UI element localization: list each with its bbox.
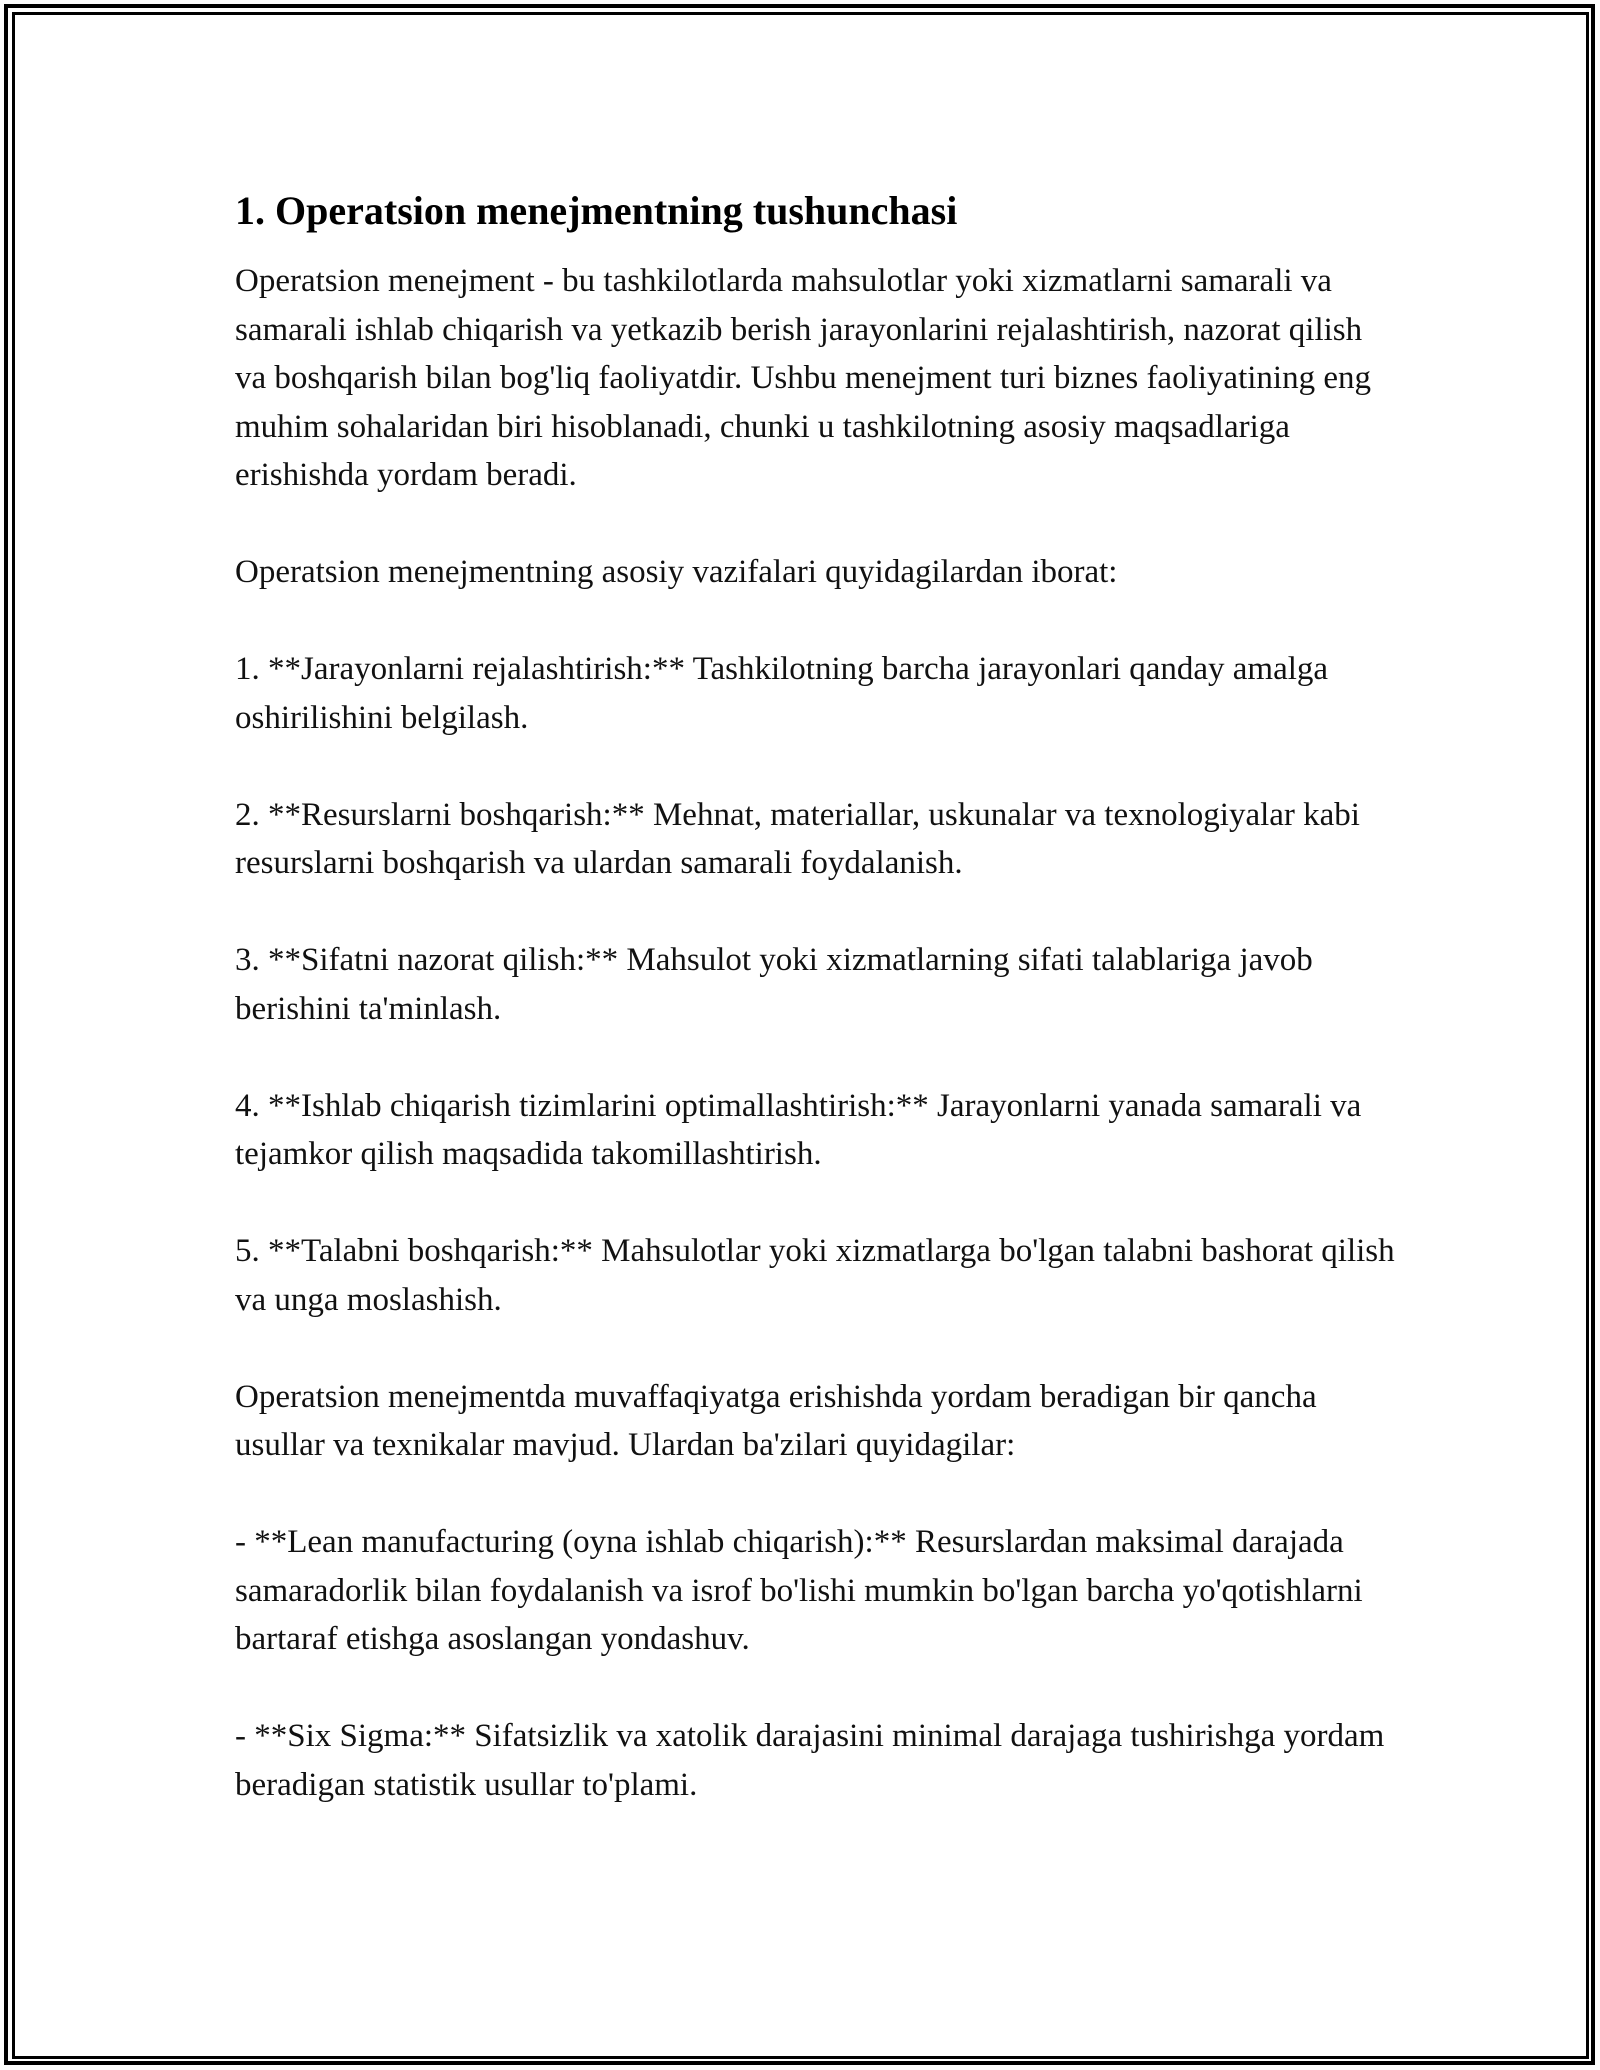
- section-title: 1. Operatsion menejmentning tushunchasi: [235, 188, 958, 233]
- methods-intro: Operatsion menejmentda muvaffaqiyatga erishishda yordam beradigan bir qancha usullar va texnikalar mavjud. Ulardan ba'zilari quyidagilar:: [235, 1378, 1317, 1463]
- bullet-item: - **Lean manufacturing (oyna ishlab chiqarish):** Resurslardan maksimal darajada samaradorlik bilan foydalanish va isrof bo'lishi mumkin bo'lgan barcha yo'qotishlarni bartaraf etishga asoslangan yondashuv.: [235, 1524, 1363, 1657]
- list-item: 2. **Resurslarni boshqarish:** Mehnat, materiallar, uskunalar va texnologiyalar kabi resurslarni boshqarish va ulardan samarali foydalanish.: [235, 796, 1360, 881]
- intro-paragraph: Operatsion menejment - bu tashkilotlarda mahsulotlar yoki xizmatlarni samarali va samarali ishlab chiqarish va yetkazib berish jarayonlarini rejalashtirish, nazorat qilish va boshqarish bilan bog'liq faoliyatdir. Ushbu menejment turi biznes faoliyatining eng muhim sohalaridan biri hisoblanadi, chunki u tashkilotning asosiy maqsadlariga erishishda yordam beradi.: [235, 263, 1371, 493]
- tasks-intro: Operatsion menejmentning asosiy vazifalari quyidagilardan iborat:: [235, 554, 1118, 590]
- list-item: 4. **Ishlab chiqarish tizimlarini optimallashtirish:** Jarayonlarni yanada samarali va tejamkor qilish maqsadida takomillashtirish.: [235, 1087, 1362, 1172]
- list-item: 3. **Sifatni nazorat qilish:** Mahsulot yoki xizmatlarning sifati talablariga javob berishini ta'minlash.: [235, 942, 1313, 1027]
- list-item: 5. **Talabni boshqarish:** Mahsulotlar yoki xizmatlarga bo'lgan talabni bashorat qilish va unga moslashish.: [235, 1233, 1395, 1318]
- document-body: [235, 185, 1395, 1858]
- list-item: 1. **Jarayonlarni rejalashtirish:** Tashkilotning barcha jarayonlari qanday amalga oshirilishini belgilash.: [235, 651, 1329, 736]
- bullet-item: - **Six Sigma:** Sifatsizlik va xatolik darajasini minimal darajaga tushirishga yordam beradigan statistik usullar to'plami.: [235, 1718, 1385, 1803]
